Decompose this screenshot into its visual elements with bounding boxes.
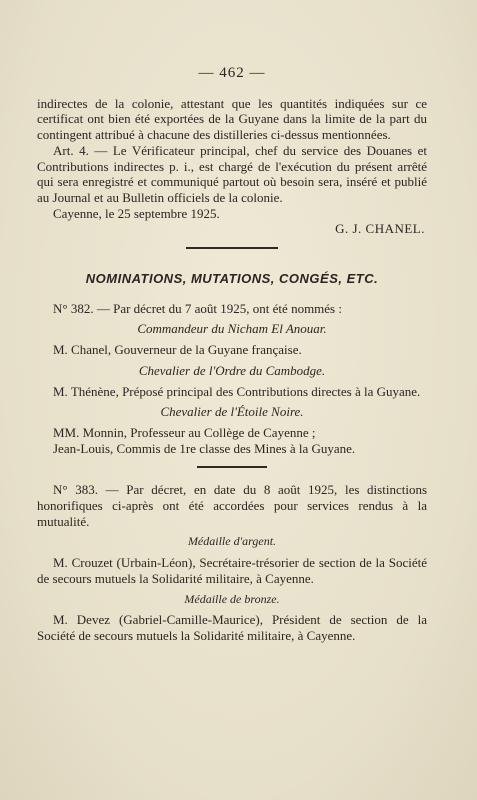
nominee-entry: M. Devez (Gabriel-Camille-Maurice), Président de section de la Société de secours mutuels la Solidarité militaire, à Cayenne. — [37, 612, 427, 643]
nominee-entry: Jean-Louis, Commis de 1re classe des Mines à la Guyane. — [53, 440, 356, 456]
decree-382-intro: N° 382. — Par décret du 7 août 1925, ont été nommés : — [53, 300, 342, 316]
honor-title-commandeur: Commandeur du Nicham El Anouar. — [137, 321, 327, 337]
nominee-entry: M. Crouzet (Urbain-Léon), Secrétaire-trésorier de section de la Société de secours mutuels la Solidarité militaire, à Cayenne. — [37, 555, 427, 586]
page-number: — 462 — — [198, 65, 266, 81]
dateline: Cayenne, le 25 septembre 1925. — [53, 205, 220, 221]
article-4-paragraph: Art. 4. — Le Vérificateur principal, chef du service des Douanes et Contributions indirectes p. i., est chargé de l'exécution du présent arrêté qui sera enregistré et communiqué partout où besoin sera, inséré et publié au Journal et au Bulletin officiels de la colonie. — [37, 142, 427, 205]
decree-divider — [197, 466, 267, 468]
section-divider — [186, 247, 278, 249]
intro-paragraph-continued: indirectes de la colonie, attestant que les quantités indiquées sur ce certificat ont bien été exportées de la Guyane dans la limite de la part du contingent attribué à chacune des distilleries ci-dessus mentionnées. — [37, 95, 427, 143]
honor-title-etoile-noire: Chevalier de l'Étoile Noire. — [160, 404, 304, 420]
signature: G. J. CHANEL. — [335, 221, 425, 237]
honor-title-cambodge: Chevalier de l'Ordre du Cambodge. — [138, 362, 326, 378]
honor-title-medaille-argent: Médaille d'argent. — [187, 534, 277, 549]
page-content — [37, 66, 427, 644]
nominee-entry: M. Thénène, Préposé principal des Contributions directes à la Guyane. — [53, 383, 421, 399]
section-title: NOMINATIONS, MUTATIONS, CONGÉS, ETC. — [85, 271, 379, 287]
nominee-entry: MM. Monnin, Professeur au Collège de Cayenne ; — [53, 424, 316, 440]
nominee-entry: M. Chanel, Gouverneur de la Guyane française. — [53, 342, 302, 358]
honor-title-medaille-bronze: Médaille de bronze. — [184, 591, 280, 606]
decree-383-intro: N° 383. — Par décret, en date du 8 août 1925, les distinctions honorifiques ci-après ont été accordées pour services rendus à la mutualité. — [37, 482, 427, 529]
